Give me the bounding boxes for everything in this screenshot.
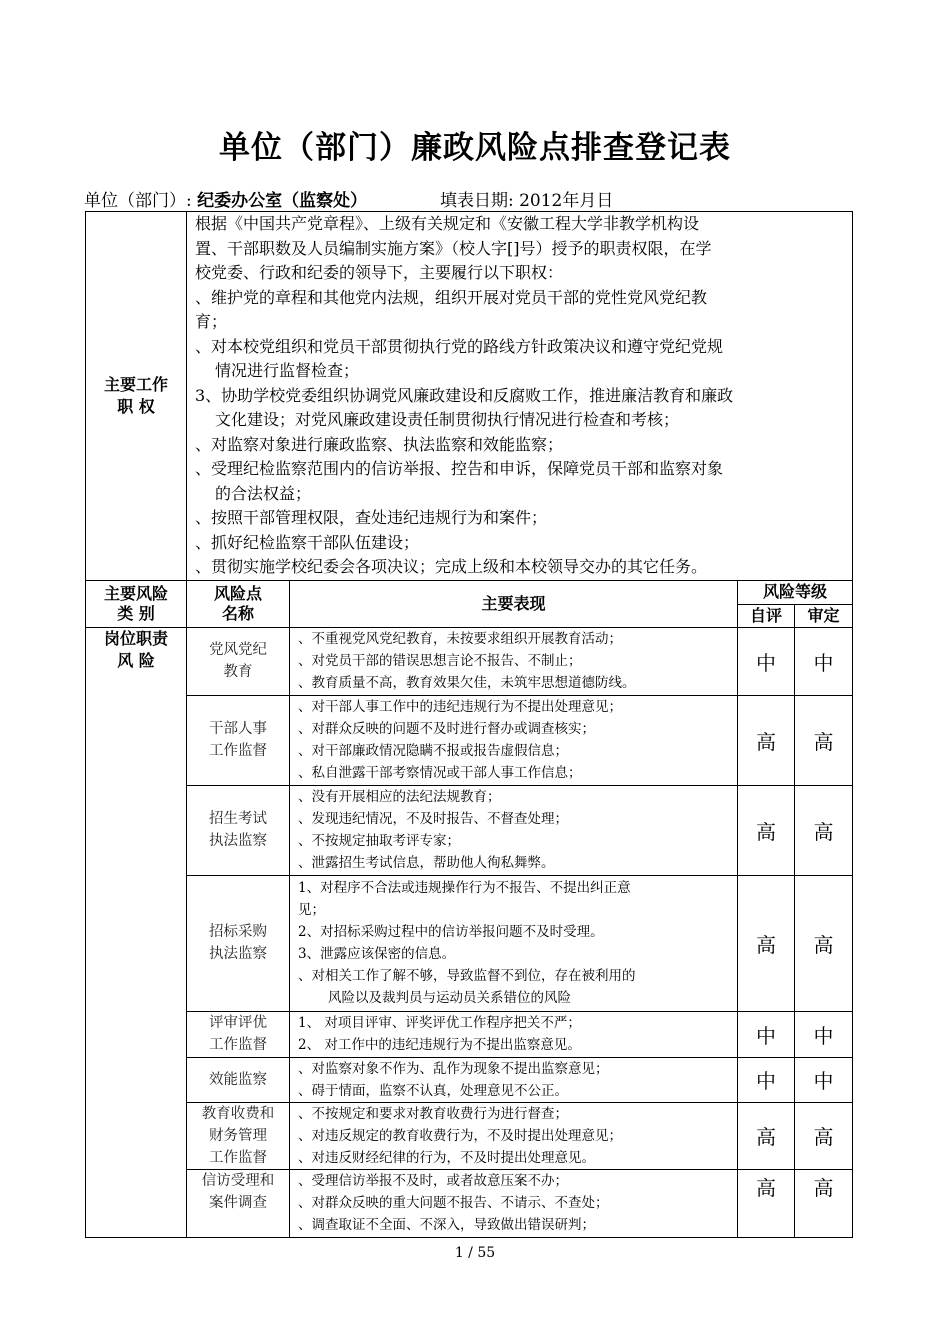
risk-row xyxy=(86,695,853,785)
risk-point-name: 招生考试 执法监察 xyxy=(187,785,290,875)
duty-line: 根据《中国共产党章程》、上级有关规定和《安徽工程大学非教学机构设 xyxy=(195,214,700,233)
risk-point-name: 评审评优 工作监督 xyxy=(187,1011,290,1057)
manifestation-line: 1、 对项目评审、评奖评优工作程序把关不严； xyxy=(298,1015,581,1031)
risk-manifestation xyxy=(290,785,738,875)
manifestation-line: 、碍于情面，监察不认真，处理意见不公正。 xyxy=(298,1082,568,1099)
risk-level-self: 中 xyxy=(738,627,795,695)
unit-value: 纪委办公室（监察处） xyxy=(197,191,368,211)
risk-rows xyxy=(86,627,853,1237)
risk-manifestation xyxy=(290,1169,738,1237)
header-self: 自评 xyxy=(738,604,795,627)
risk-row xyxy=(86,875,853,1011)
manifestation-line: 、对监察对象不作为、乱作为现象不提出监察意见； xyxy=(298,1060,609,1077)
duties-content xyxy=(187,212,853,581)
manifestation-line: 、对党员干部的错误思想言论不报告、不制止； xyxy=(298,653,582,669)
risk-row xyxy=(86,1011,853,1057)
risk-level-approved: 高 xyxy=(795,1169,853,1237)
risk-level-self: 高 xyxy=(738,1102,795,1169)
manifestation-line: 、对干部人事工作中的违纪违规行为不提出处理意见； xyxy=(298,699,622,715)
duty-line: 、对监察对象进行廉政监察、执法监察和效能监察； xyxy=(195,434,564,454)
duty-line: 、抓好纪检监察干部队伍建设； xyxy=(195,532,420,552)
manifestation-line: 3、泄露应该保密的信息。 xyxy=(298,946,456,962)
header-approved: 审定 xyxy=(795,604,853,627)
risk-level-self: 高 xyxy=(738,1169,795,1237)
risk-level-self: 高 xyxy=(738,875,795,1011)
page-number: 1 / 55 xyxy=(454,1245,496,1261)
duty-line: 、对本校党组织和党员干部贯彻执行党的路线方针政策决议和遵守党纪党规 xyxy=(195,336,724,356)
duties-list xyxy=(195,212,846,580)
risk-row xyxy=(86,627,853,695)
risk-row xyxy=(86,785,853,875)
risk-manifestation xyxy=(290,875,738,1011)
risk-manifestation xyxy=(290,1102,738,1169)
manifestation-line: 、受理信访举报不及时，或者故意压案不办； xyxy=(298,1173,568,1189)
risk-row xyxy=(86,1102,853,1169)
risk-level-self: 中 xyxy=(738,1011,795,1057)
header-level: 风险等级 xyxy=(738,580,853,604)
manifestation-line: 、对相关工作了解不够，导致监督不到位，存在被利用的 xyxy=(298,968,636,984)
manifestation-line: 、对群众反映的重大问题不报告、不请示、不查处； xyxy=(298,1195,609,1211)
duty-line: 情况进行监督检查； xyxy=(215,361,360,380)
manifestation-line: 、私自泄露干部考察情况或干部人事工作信息； xyxy=(298,765,582,781)
duty-line: 文化建设；对党风廉政建设责任制贯彻执行情况进行检查和考核； xyxy=(215,410,680,429)
risk-manifestation xyxy=(290,1011,738,1057)
risk-level-approved: 高 xyxy=(795,785,853,875)
risk-level-approved: 高 xyxy=(795,875,853,1011)
manifestation-line: 、发现违纪情况，不及时报告、不督查处理； xyxy=(298,811,568,827)
risk-point-name: 干部人事 工作监督 xyxy=(187,695,290,785)
header-row xyxy=(86,580,853,604)
manifestation-line: 、没有开展相应的法纪法规教育； xyxy=(298,789,501,805)
manifestation-line: 、不按规定和要求对教育收费行为进行督查； xyxy=(298,1105,568,1122)
manifestation-line: 、泄露招生考试信息，帮助他人徇私舞弊。 xyxy=(298,855,555,871)
risk-register-table xyxy=(85,211,853,1238)
duty-line: 育； xyxy=(195,312,228,331)
form-meta xyxy=(84,186,613,211)
manifestation-line: 、教育质量不高，教育效果欠佳，未筑牢思想道德防线。 xyxy=(298,675,636,691)
duty-line: 校党委、行政和纪委的领导下，主要履行以下职权： xyxy=(195,263,564,282)
header-category: 主要风险 类 别 xyxy=(86,580,187,627)
risk-level-self: 高 xyxy=(738,785,795,875)
duty-line: 、贯彻实施学校纪委会各项决议；完成上级和本校领导交办的其它任务。 xyxy=(195,557,708,576)
risk-level-approved: 中 xyxy=(795,627,853,695)
risk-point-name: 效能监察 xyxy=(187,1057,290,1102)
manifestation-line: 、不重视党风党纪教育，未按要求组织开展教育活动； xyxy=(298,631,622,647)
risk-level-approved: 高 xyxy=(795,695,853,785)
manifestation-line: 、对群众反映的问题不及时进行督办或调查核实； xyxy=(298,721,595,737)
risk-level-approved: 中 xyxy=(795,1057,853,1102)
duty-line: 、受理纪检监察范围内的信访举报、控告和申诉，保障党员干部和监察对象 xyxy=(195,459,724,478)
duty-line: 的合法权益； xyxy=(215,483,312,503)
risk-level-self: 中 xyxy=(738,1057,795,1102)
page-title: 单位（部门）廉政风险点排查登记表 xyxy=(219,130,731,166)
risk-manifestation xyxy=(290,627,738,695)
risk-row xyxy=(86,1057,853,1102)
risk-row xyxy=(86,1169,853,1237)
risk-point-name: 招标采购 执法监察 xyxy=(187,875,290,1011)
header-main: 主要表现 xyxy=(290,580,738,627)
manifestation-line: 见； xyxy=(298,902,325,918)
manifestation-line: 1、对程序不合法或违规操作行为不报告、不提出纠正意 xyxy=(298,880,631,896)
manifestation-line: 、对违反财经纪律的行为，不及时提出处理意见。 xyxy=(298,1149,595,1166)
duty-line: 、按照干部管理权限，查处违纪违规行为和案件； xyxy=(195,508,548,527)
risk-manifestation xyxy=(290,1057,738,1102)
manifestation-line: 、调查取证不全面、不深入，导致做出错误研判； xyxy=(298,1217,595,1233)
risk-manifestation xyxy=(290,695,738,785)
date-label: 填表日期: xyxy=(439,191,514,211)
risk-category: 岗位职责 风 险 xyxy=(86,627,187,1237)
date-value: 2012年月日 xyxy=(519,191,614,211)
risk-level-approved: 中 xyxy=(795,1011,853,1057)
manifestation-line: 、对干部廉政情况隐瞒不报或报告虚假信息； xyxy=(298,743,568,759)
duty-line: 3、协助学校党委组织协调党风廉政建设和反腐败工作，推进廉洁教育和廉政 xyxy=(195,385,734,405)
risk-point-name: 教育收费和 财务管理 工作监督 xyxy=(187,1102,290,1169)
risk-level-self: 高 xyxy=(738,695,795,785)
duty-line: 置、干部职数及人员编制实施方案》（校人字[]号）授予的职责权限，在学 xyxy=(195,238,712,258)
duties-row xyxy=(86,212,853,581)
manifestation-line: 2、对招标采购过程中的信访举报问题不及时受理。 xyxy=(298,924,604,940)
duties-label: 主要工作 职 权 xyxy=(86,212,187,581)
manifestation-line: 2、 对工作中的违纪违规行为不提出监察意见。 xyxy=(298,1037,581,1053)
risk-level-approved: 高 xyxy=(795,1102,853,1169)
manifestation-line: 、不按规定抽取考评专家； xyxy=(298,833,460,849)
manifestation-line: 、对违反规定的教育收费行为，不及时提出处理意见； xyxy=(298,1127,622,1144)
unit-label: 单位（部门）: xyxy=(84,191,192,211)
risk-point-name: 党风党纪 教育 xyxy=(187,627,290,695)
duty-line: 、维护党的章程和其他党内法规，组织开展对党员干部的党性党风党纪教 xyxy=(195,287,708,307)
header-point: 风险点 名称 xyxy=(187,580,290,627)
manifestation-line: 风险以及裁判员与运动员关系错位的风险 xyxy=(328,990,571,1006)
risk-point-name: 信访受理和 案件调查 xyxy=(187,1169,290,1237)
